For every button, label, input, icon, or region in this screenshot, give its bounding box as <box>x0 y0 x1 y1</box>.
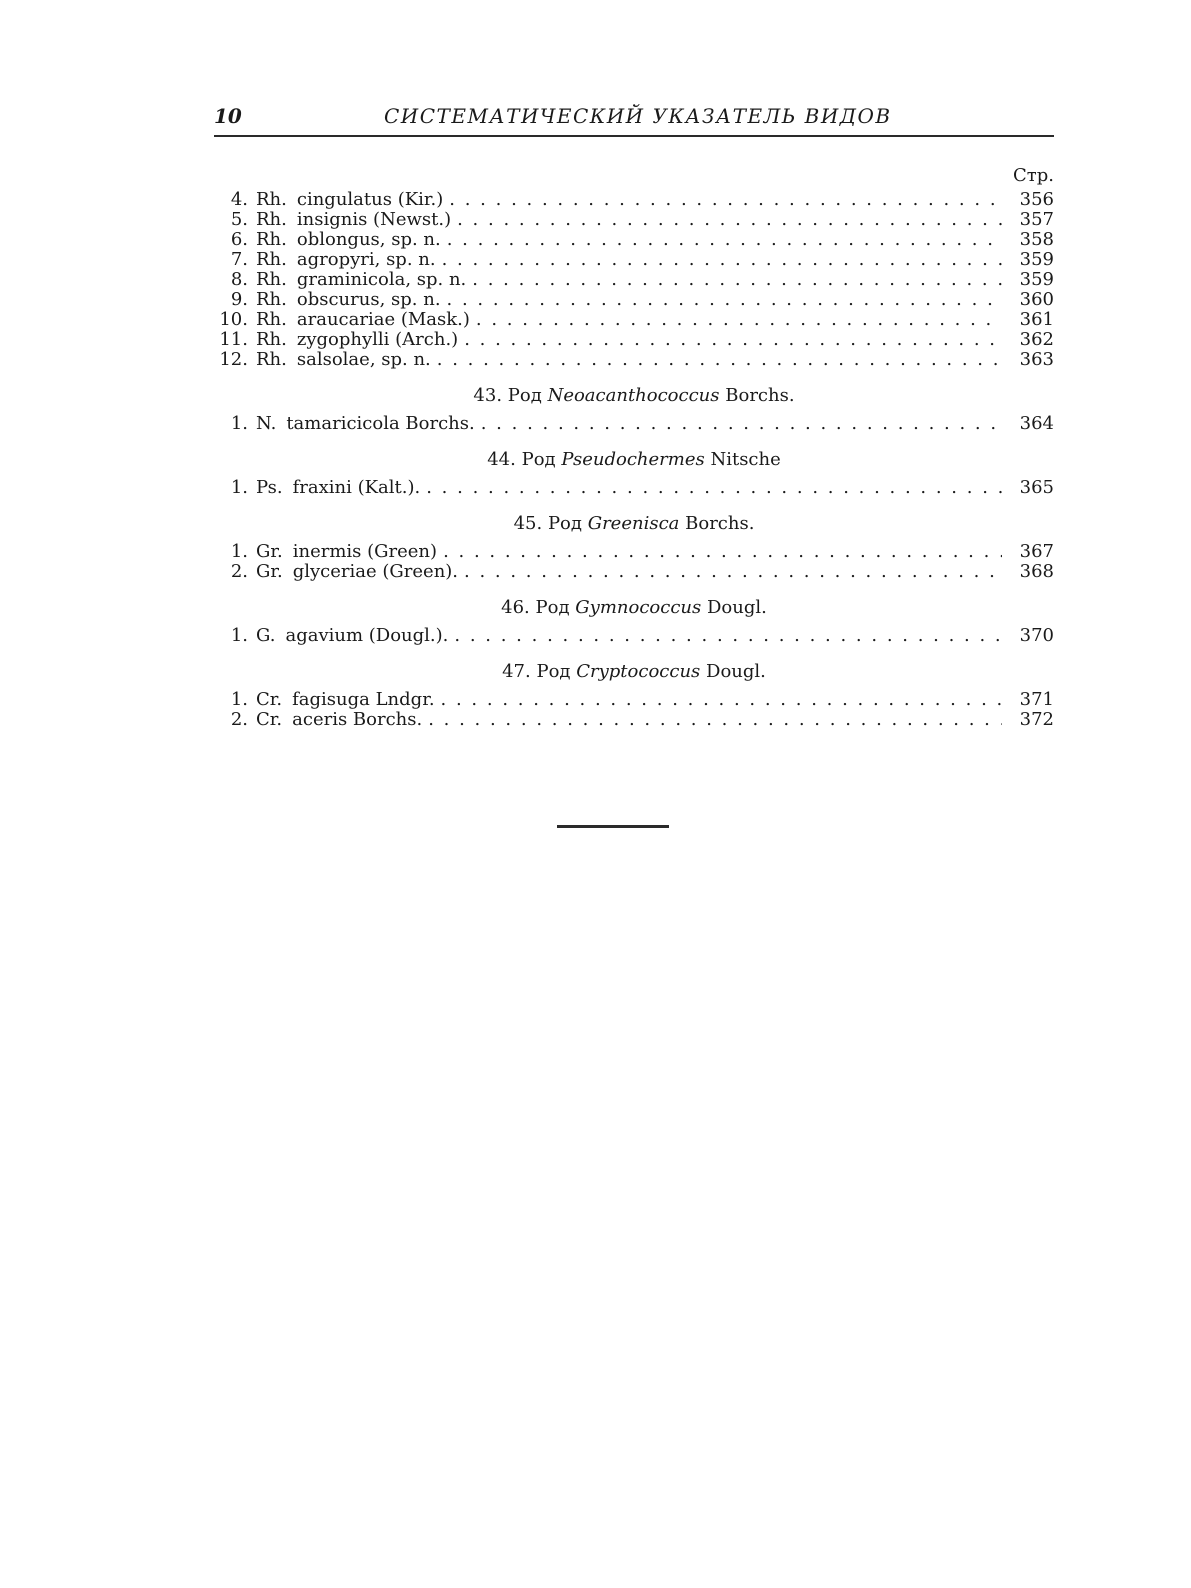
index-entry <box>214 710 1054 730</box>
entry-number: 10. <box>219 309 248 330</box>
page-reference: 357 <box>1019 209 1054 230</box>
dot-leader <box>437 350 1002 370</box>
genus-abbreviation: Rh. <box>256 309 287 330</box>
page-reference: 370 <box>1019 625 1054 646</box>
entry-number: 8. <box>230 269 248 290</box>
genus-number: 46. <box>501 597 530 618</box>
entry-number: 1. <box>230 541 248 562</box>
genus-heading <box>214 658 1054 686</box>
index-entry <box>214 290 1054 310</box>
genus-author: Nitsche <box>710 449 781 470</box>
genus-section <box>214 446 1054 498</box>
species-name: graminicola, sp. n. <box>296 269 467 290</box>
entry-number: 11. <box>219 329 248 350</box>
genus-abbreviation: Rh. <box>256 189 287 210</box>
page-reference: 367 <box>1019 541 1054 562</box>
genus-section <box>214 594 1054 646</box>
genus-abbreviation: Gr. <box>256 541 283 562</box>
entry-number: 1. <box>230 689 248 710</box>
dot-leader <box>457 210 1002 230</box>
species-name: zygophylli (Arch.) <box>296 329 459 350</box>
dot-leader <box>472 270 1002 290</box>
dot-leader <box>481 414 1002 434</box>
species-name: araucariae (Mask.) <box>296 309 470 330</box>
dot-leader <box>464 562 1002 582</box>
entry-number: 2. <box>230 561 248 582</box>
genus-label: Род <box>535 597 570 618</box>
genus-number: 47. <box>502 661 531 682</box>
genus-number: 43. <box>473 385 503 406</box>
genus-name: Greenisca <box>587 513 680 534</box>
genus-abbreviation: G. <box>256 625 276 646</box>
genus-section <box>214 510 1054 582</box>
page-reference: 359 <box>1019 269 1054 290</box>
entry-number: 2. <box>230 709 248 730</box>
entry-number: 7. <box>230 249 248 270</box>
genus-heading <box>214 382 1054 410</box>
dot-leader <box>442 250 1002 270</box>
header-rule <box>214 135 1054 137</box>
dot-leader <box>476 310 1002 330</box>
end-rule <box>557 825 669 828</box>
page-reference: 371 <box>1019 689 1054 710</box>
genus-abbreviation: N. <box>256 413 277 434</box>
genus-number: 44. <box>487 449 516 470</box>
genus-abbreviation: Rh. <box>256 249 287 270</box>
index-entry <box>214 310 1054 330</box>
genera-list <box>214 382 1054 730</box>
index-entry <box>214 562 1054 582</box>
species-name: fraxini (Kalt.). <box>292 477 421 498</box>
genus-label: Род <box>521 449 556 470</box>
genus-heading <box>214 594 1054 622</box>
page-reference: 361 <box>1019 309 1054 330</box>
dot-leader <box>443 542 1002 562</box>
species-name: agropyri, sp. n. <box>296 249 436 270</box>
index-entry <box>214 478 1054 498</box>
genus-author: Borchs. <box>725 385 795 406</box>
species-name: aceris Borchs. <box>292 709 423 730</box>
species-name: salsolae, sp. n. <box>296 349 431 370</box>
genus-abbreviation: Rh. <box>256 329 287 350</box>
genus-abbreviation: Rh. <box>256 289 287 310</box>
entry-number: 12. <box>219 349 248 370</box>
species-name: fagisuga Lndgr. <box>292 689 435 710</box>
page-reference: 359 <box>1019 249 1054 270</box>
entry-number: 1. <box>230 625 248 646</box>
genus-heading <box>214 446 1054 474</box>
dot-leader <box>428 710 1002 730</box>
genus-number: 45. <box>513 513 543 534</box>
genus-abbreviation: Cr. <box>256 689 283 710</box>
species-name: agavium (Dougl.). <box>285 625 449 646</box>
genus-label: Род <box>547 513 582 534</box>
index-entry <box>214 190 1054 210</box>
genus-abbreviation: Rh. <box>256 209 287 230</box>
dot-leader <box>447 290 1002 310</box>
index-entry <box>214 414 1054 434</box>
entry-number: 6. <box>230 229 248 250</box>
page-number: 10 <box>214 104 242 128</box>
species-name: oblongus, sp. n. <box>296 229 441 250</box>
genus-name: Cryptococcus <box>576 661 701 682</box>
genus-abbreviation: Gr. <box>256 561 283 582</box>
dot-leader <box>449 190 1002 210</box>
page-column-header: Стр. <box>1013 165 1054 186</box>
genus-name: Neoacanthococcus <box>547 385 720 406</box>
genus-label: Род <box>507 385 542 406</box>
genus-abbreviation: Rh. <box>256 269 287 290</box>
species-name: obscurus, sp. n. <box>296 289 441 310</box>
genus-section <box>214 658 1054 730</box>
running-header <box>214 104 1054 134</box>
dot-leader <box>464 330 1002 350</box>
page-reference: 368 <box>1019 561 1054 582</box>
genus-label: Род <box>536 661 571 682</box>
entry-number: 1. <box>230 413 248 434</box>
entry-number: 1. <box>230 477 248 498</box>
genus-author: Dougl. <box>706 661 766 682</box>
species-name: glyceriae (Green). <box>292 561 459 582</box>
index-entry <box>214 210 1054 230</box>
genus-section <box>214 382 1054 434</box>
species-name: cingulatus (Kir.) <box>296 189 444 210</box>
entry-number: 5. <box>230 209 248 230</box>
species-index <box>214 162 1054 730</box>
page-reference: 363 <box>1019 349 1054 370</box>
page-reference: 356 <box>1019 189 1054 210</box>
dot-leader <box>447 230 1002 250</box>
genus-abbreviation: Rh. <box>256 349 287 370</box>
entry-number: 9. <box>230 289 248 310</box>
index-entry <box>214 230 1054 250</box>
genus-abbreviation: Cr. <box>256 709 283 730</box>
species-name: inermis (Green) <box>292 541 438 562</box>
page-reference: 365 <box>1019 477 1054 498</box>
index-entry <box>214 542 1054 562</box>
index-entry <box>214 350 1054 370</box>
species-name: tamaricicola Borchs. <box>286 413 475 434</box>
page-reference: 372 <box>1019 709 1054 730</box>
dot-leader <box>426 478 1002 498</box>
index-entry <box>214 626 1054 646</box>
page-reference: 364 <box>1019 413 1054 434</box>
genus-author: Dougl. <box>706 597 767 618</box>
page-reference: 362 <box>1019 329 1054 350</box>
dot-leader <box>441 690 1002 710</box>
genus-heading <box>214 510 1054 538</box>
index-entry <box>214 690 1054 710</box>
running-title: СИСТЕМАТИЧЕСКИЙ УКАЗАТЕЛЬ ВИДОВ <box>384 104 892 128</box>
index-entry <box>214 330 1054 350</box>
genus-abbreviation: Ps. <box>256 477 283 498</box>
page-reference: 358 <box>1019 229 1054 250</box>
genus-abbreviation: Rh. <box>256 229 287 250</box>
page-reference: 360 <box>1019 289 1054 310</box>
index-entry <box>214 270 1054 290</box>
genus-author: Borchs. <box>685 513 755 534</box>
genus-name: Gymnococcus <box>575 597 702 618</box>
entry-number: 4. <box>230 189 248 210</box>
species-name: insignis (Newst.) <box>296 209 452 230</box>
genus-name: Pseudochermes <box>561 449 705 470</box>
index-entry <box>214 250 1054 270</box>
initial-entry-list <box>214 190 1054 370</box>
dot-leader <box>454 626 1002 646</box>
